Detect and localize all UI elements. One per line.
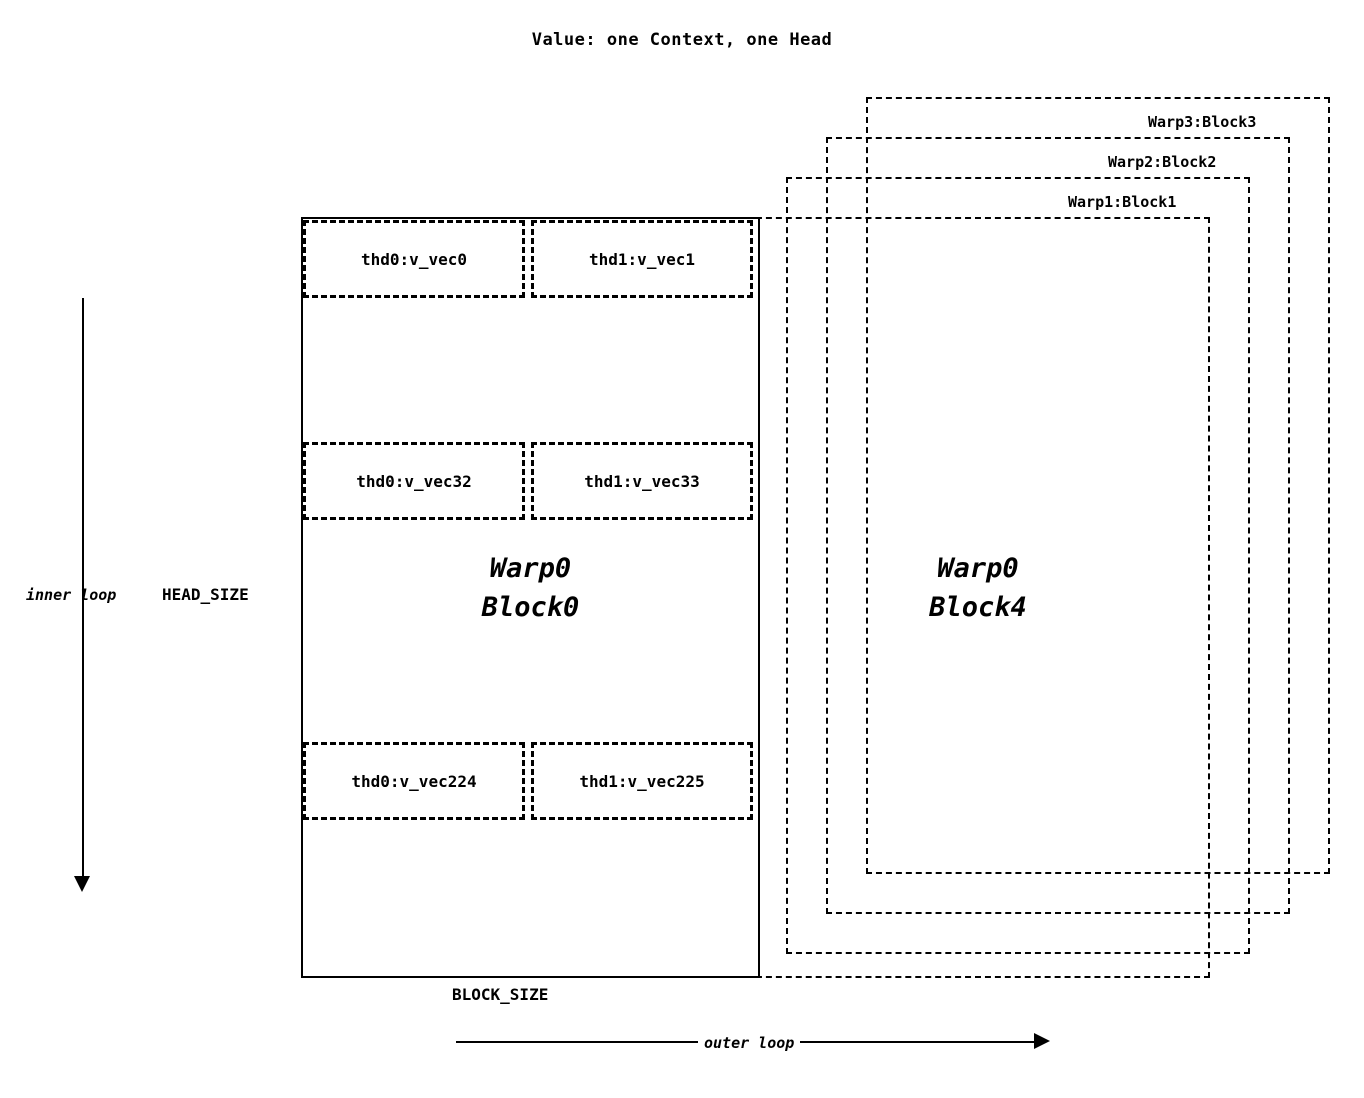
thread-cell: thd1:v_vec33	[531, 442, 753, 520]
block-4	[746, 217, 1210, 978]
head-size-label: HEAD_SIZE	[162, 585, 249, 604]
thread-cell: thd0:v_vec0	[303, 220, 525, 298]
block-4-line1: Warp0	[937, 553, 1019, 584]
thread-cell: thd0:v_vec32	[303, 442, 525, 520]
page-title: Value: one Context, one Head	[531, 30, 833, 50]
inner-loop-label: inner loop	[26, 586, 117, 604]
thread-cell: thd1:v_vec1	[531, 220, 753, 298]
outer-loop-arrow-head	[1034, 1033, 1050, 1049]
thread-cell: thd1:v_vec225	[531, 742, 753, 820]
block-0-line1: Warp0	[489, 553, 572, 584]
back-block-1-label: Warp1:Block1	[1068, 193, 1177, 211]
inner-loop-arrow-head	[74, 876, 90, 892]
block-4-line2: Block4	[929, 592, 1027, 624]
back-block-3-label: Warp3:Block3	[1148, 113, 1257, 131]
block-0-line2: Block0	[481, 592, 580, 624]
outer-loop-label: outer loop	[698, 1034, 800, 1052]
back-block-2-label: Warp2:Block2	[1108, 153, 1217, 171]
block-0	[301, 217, 760, 978]
thread-cell: thd0:v_vec224	[303, 742, 525, 820]
block-size-label: BLOCK_SIZE	[452, 985, 549, 1004]
